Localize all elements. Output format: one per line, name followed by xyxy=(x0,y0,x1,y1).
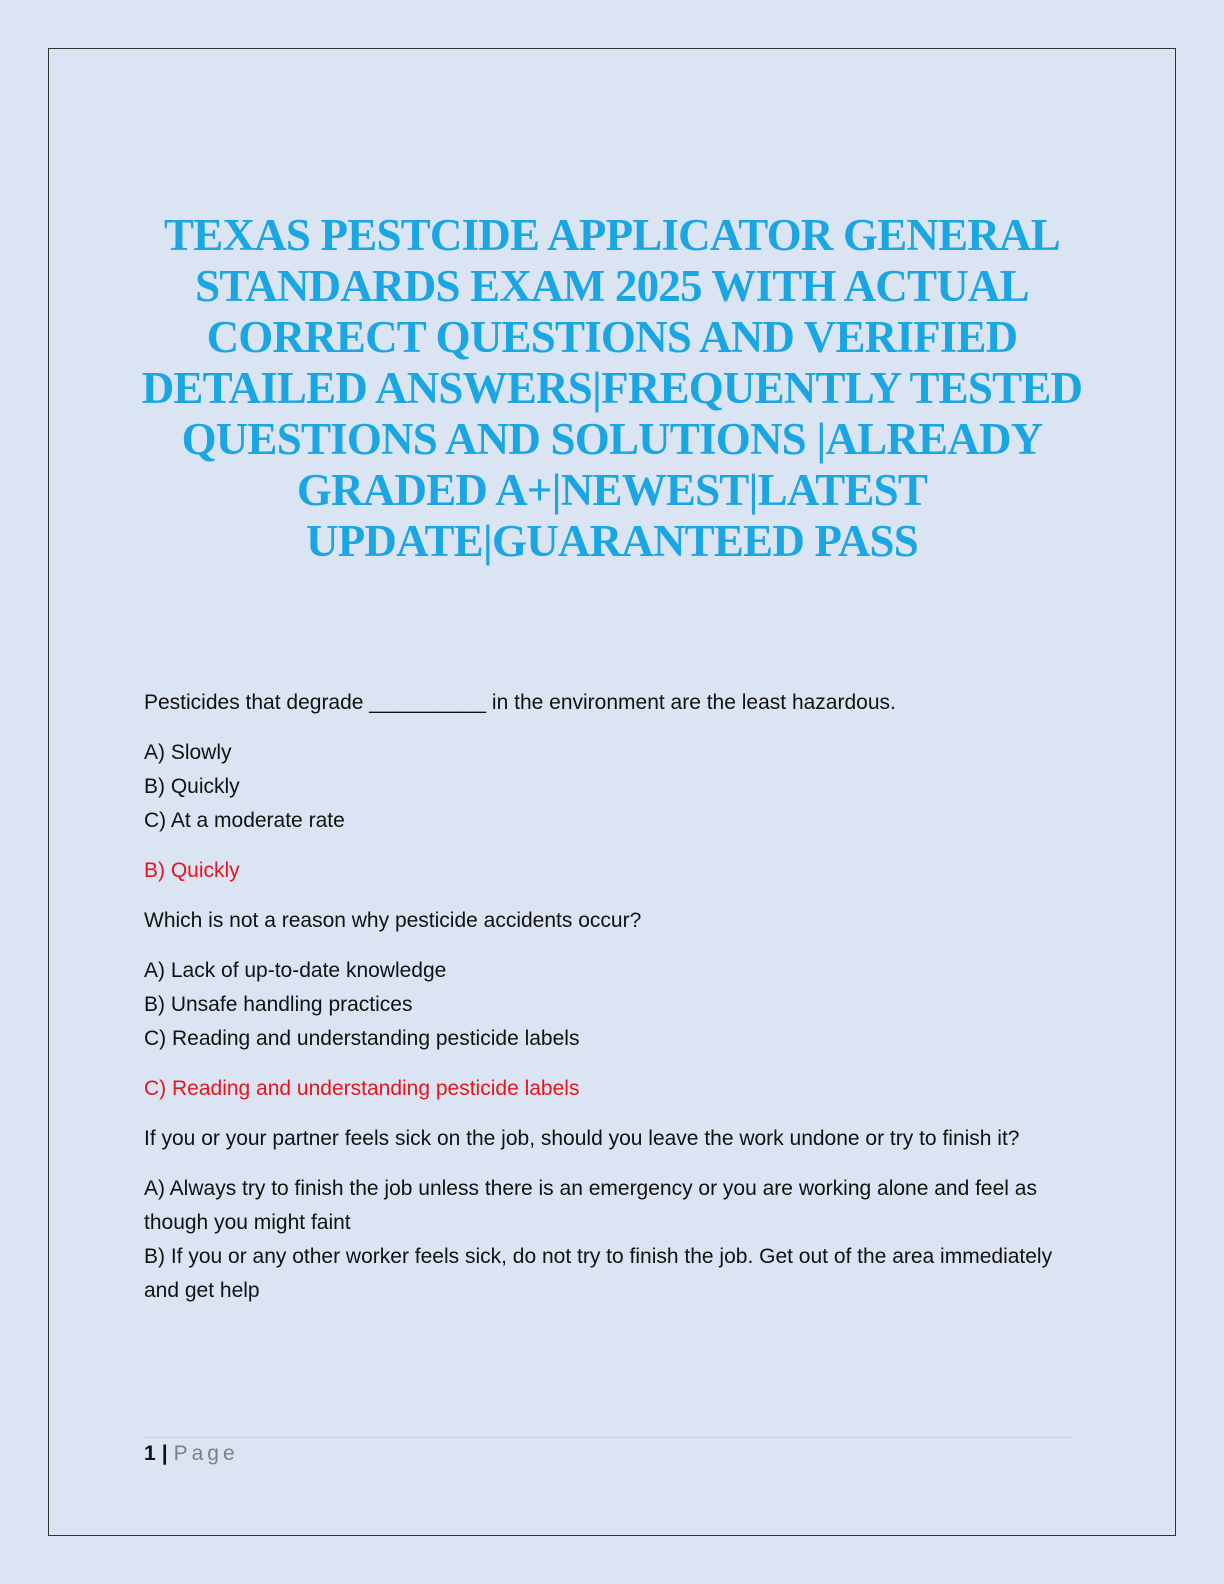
option-b: B) If you or any other worker feels sick, do not try to finish the job. Get out of the area immediately and get help xyxy=(144,1245,1053,1302)
question-block-1 xyxy=(144,686,1084,888)
option-a: A) Slowly xyxy=(144,741,232,764)
option-list xyxy=(144,954,1084,1056)
option-a: A) Lack of up-to-date knowledge xyxy=(144,959,447,982)
question-text: Which is not a reason why pesticide accidents occur? xyxy=(144,909,642,932)
answer-text: B) Quickly xyxy=(144,859,240,882)
footer-separator: | xyxy=(161,1442,168,1465)
question-text: If you or your partner feels sick on the job, should you leave the work undone or try to finish it? xyxy=(144,1127,1020,1150)
option-a: A) Always try to finish the job unless there is an emergency or you are working alone and feel as though you might faint xyxy=(144,1177,1037,1234)
document-title: TEXAS PESTCIDE APPLICATOR GENERAL STANDARDS EXAM 2025 WITH ACTUAL CORRECT QUESTIONS AND VERIFIED DETAILED ANSWERS|FREQUENTLY TESTED QUESTIONS AND SOLUTIONS |ALREADY GRADED A+|NEWEST|LATEST UPDATE|GUARANTEED PASS xyxy=(141,210,1083,566)
page-footer xyxy=(144,1440,239,1468)
question-block-2 xyxy=(144,904,1084,1106)
question-text: Pesticides that degrade __________ in the environment are the least hazardous. xyxy=(144,691,896,714)
option-b: B) Quickly xyxy=(144,775,240,798)
answer-text: C) Reading and understanding pesticide labels xyxy=(144,1077,580,1100)
option-c: C) Reading and understanding pesticide labels xyxy=(144,1027,580,1050)
option-list xyxy=(144,736,1084,838)
option-list xyxy=(144,1172,1084,1308)
option-c: C) At a moderate rate xyxy=(144,809,345,832)
question-block-3 xyxy=(144,1122,1084,1308)
page-label: Page xyxy=(173,1442,239,1465)
footer-divider xyxy=(144,1437,1074,1438)
question-list xyxy=(144,686,1084,1324)
page-number: 1 xyxy=(144,1442,156,1465)
option-b: B) Unsafe handling practices xyxy=(144,993,413,1016)
